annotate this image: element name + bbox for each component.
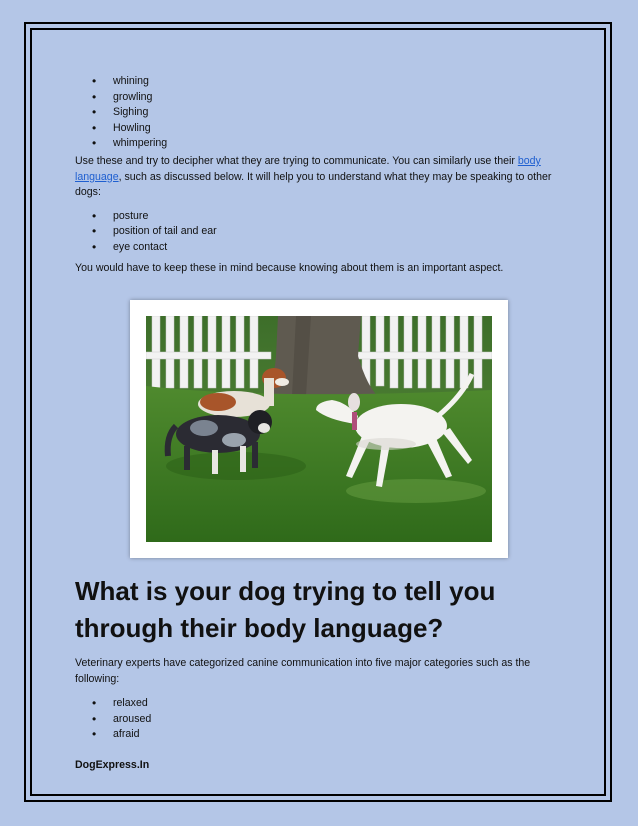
vocalization-list <box>75 74 565 152</box>
list-item: • whining <box>75 74 565 90</box>
paragraph-text: , such as discussed below. It will help you to understand what they may be speaking to other dogs: <box>75 170 552 199</box>
categories-paragraph: Veterinary experts have categorized canine communication into five major categories such as the following: <box>75 657 531 685</box>
list-item: • Sighing <box>75 105 565 121</box>
categories-list <box>75 696 565 743</box>
list-item: • aroused <box>75 712 565 728</box>
body-text-top <box>75 74 565 276</box>
list-item: • whimpering <box>75 136 565 152</box>
dogs-playing-photo <box>146 316 492 542</box>
paragraph-text: Use these and try to decipher what they are trying to communicate. You can similarly use their <box>75 154 518 167</box>
body-language-list <box>75 209 565 256</box>
list-item: • posture <box>75 209 565 225</box>
body-text-bottom <box>75 656 565 743</box>
list-item: • afraid <box>75 727 565 743</box>
footer-site-name: DogExpress.In <box>75 759 150 771</box>
section-heading: What is your dog trying to tell you through their body language? <box>75 576 496 643</box>
intro-paragraph <box>75 154 565 201</box>
list-item: • relaxed <box>75 696 565 712</box>
list-item: • eye contact <box>75 240 565 256</box>
list-item: • Howling <box>75 121 565 137</box>
list-item: • growling <box>75 90 565 106</box>
dogs-photo-frame <box>130 300 508 558</box>
body-language-link[interactable]: body language <box>75 154 541 183</box>
closing-paragraph: You would have to keep these in mind because knowing about them is an important aspect. <box>75 261 504 274</box>
list-item: • position of tail and ear <box>75 224 565 240</box>
